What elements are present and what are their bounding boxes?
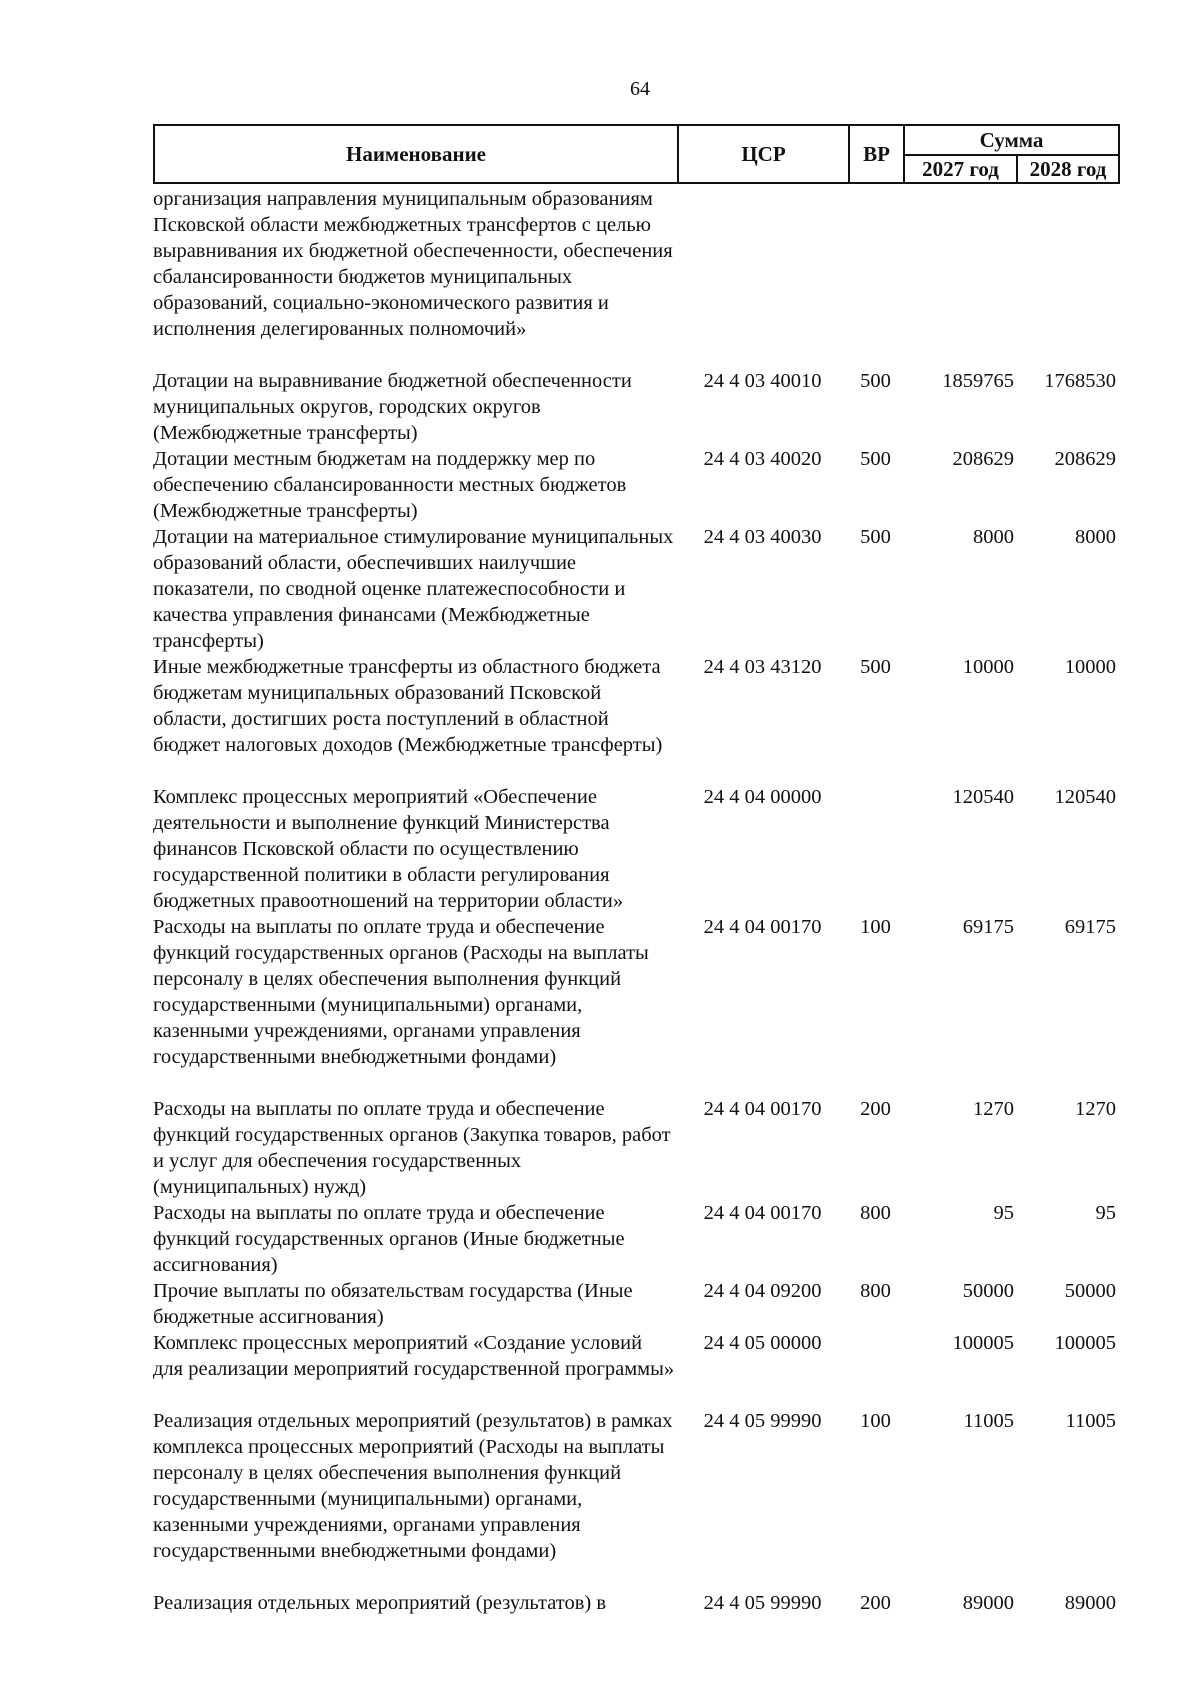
row-value-2027: 10000 [962, 656, 1014, 678]
row-csr: 24 4 04 09200 [703, 1280, 822, 1302]
row-value-2028: 11005 [1065, 1410, 1116, 1432]
row-vr: 500 [860, 526, 891, 548]
row-csr: 24 4 03 43120 [703, 656, 822, 678]
row-csr: 24 4 04 00170 [703, 1202, 822, 1224]
row-csr: 24 4 05 00000 [703, 1332, 822, 1354]
row-vr: 200 [860, 1592, 891, 1614]
row-value-2027: 50000 [962, 1280, 1014, 1302]
row-vr: 500 [860, 656, 891, 678]
row-name: Расходы на выплаты по оплате труда и обеспечение функций государственных органов (Закупка товаров, работ и услуг для обеспечения государственных (муниципальных) нужд) [153, 1098, 671, 1198]
header-year-2027: 2027 год [905, 156, 1018, 182]
row-value-2028: 100005 [1054, 1332, 1116, 1354]
row-value-2027: 8000 [973, 526, 1014, 548]
table-header [153, 124, 1120, 184]
row-value-2028: 10000 [1064, 656, 1116, 678]
row-csr: 24 4 04 00000 [703, 786, 822, 808]
row-name: Иные межбюджетные трансферты из областного бюджета бюджетам муниципальных образований Псковской области, достигших роста поступлений в областной бюджет налоговых доходов (Межбюджетные трансферты) [153, 656, 663, 756]
row-name: Реализация отдельных мероприятий (результатов) в рамках комплекса процессных мероприятий (Расходы на выплаты персоналу в целях обеспечения выполнения функций государственными (муниципальными) органами, казенными учреждениями, органами управления государственными внебюджетными фондами) [153, 1410, 673, 1562]
row-value-2028: 8000 [1075, 526, 1116, 548]
header-name: Наименование [155, 126, 679, 182]
row-value-2028: 1768530 [1044, 370, 1116, 392]
row-name: Дотации на выравнивание бюджетной обеспеченности муниципальных округов, городских округов (Межбюджетные трансферты) [153, 370, 632, 444]
row-value-2027: 89000 [962, 1592, 1014, 1614]
table-row [153, 446, 1120, 524]
header-year-2028: 2028 год [1029, 156, 1107, 181]
row-value-2027: 100005 [952, 1332, 1014, 1354]
table-row [153, 784, 1120, 914]
row-vr: 100 [860, 916, 891, 938]
row-value-2028: 208629 [1054, 448, 1116, 470]
header-csr: ЦСР [679, 126, 850, 182]
row-name: Реализация отдельных мероприятий (результатов) в [153, 1592, 607, 1614]
page-number: 64 [630, 78, 650, 100]
row-name: Дотации местным бюджетам на поддержку мер по обеспечению сбалансированности местных бюджетов (Межбюджетные трансферты) [153, 448, 627, 522]
row-csr: 24 4 03 40010 [703, 370, 822, 392]
row-name: Комплекс процессных мероприятий «Создание условий для реализации мероприятий государственной программы» [153, 1332, 675, 1380]
row-csr: 24 4 05 99990 [703, 1592, 822, 1614]
row-csr: 24 4 04 00170 [703, 916, 822, 938]
row-name: организация направления муниципальным образованиям Псковской области межбюджетных трансфертов с целью выравнивания их бюджетной обеспеченности, обеспечения сбалансированности бюджетов муниципальных образований, социально-экономического развития и исполнения делегированных полномочий» [153, 188, 673, 340]
row-vr: 800 [860, 1202, 891, 1224]
table-row [153, 1200, 1120, 1278]
row-vr: 500 [860, 370, 891, 392]
table-row [153, 1590, 1120, 1616]
row-value-2027: 120540 [952, 786, 1014, 808]
table-row [153, 524, 1120, 654]
row-name: Расходы на выплаты по оплате труда и обеспечение функций государственных органов (Иные бюджетные ассигнования) [153, 1202, 625, 1276]
row-vr: 200 [860, 1098, 891, 1120]
table-row [153, 1408, 1120, 1590]
row-vr: 800 [860, 1280, 891, 1302]
row-value-2027: 95 [993, 1202, 1014, 1224]
row-vr: 100 [860, 1410, 891, 1432]
row-csr: 24 4 05 99990 [703, 1410, 822, 1432]
table-row [153, 1330, 1120, 1408]
header-vr: ВР [850, 126, 905, 182]
row-name: Дотации на материальное стимулирование муниципальных образований области, обеспечивших наилучшие показатели, по сводной оценке платежеспособности и качества управления финансами (Межбюджетные трансферты) [153, 526, 674, 652]
table-row [153, 1096, 1120, 1200]
row-value-2028: 95 [1095, 1202, 1116, 1224]
header-sum: Сумма [905, 126, 1118, 156]
row-value-2027: 1859765 [942, 370, 1014, 392]
row-value-2027: 208629 [952, 448, 1014, 470]
row-value-2028: 69175 [1064, 916, 1116, 938]
table-row [153, 186, 1120, 368]
row-csr: 24 4 03 40020 [703, 448, 822, 470]
table-row [153, 654, 1120, 784]
table-row [153, 914, 1120, 1096]
row-csr: 24 4 04 00170 [703, 1098, 822, 1120]
row-value-2027: 69175 [962, 916, 1014, 938]
row-value-2027: 1270 [973, 1098, 1014, 1120]
row-name: Расходы на выплаты по оплате труда и обеспечение функций государственных органов (Расходы на выплаты персоналу в целях обеспечения выполнения функций государственными (муниципальными) органами, казенными учреждениями, органами управления государственными внебюджетными фондами) [153, 916, 649, 1068]
row-value-2027: 11005 [963, 1410, 1014, 1432]
row-value-2028: 89000 [1064, 1592, 1116, 1614]
table-row [153, 1278, 1120, 1330]
row-csr: 24 4 03 40030 [703, 526, 822, 548]
row-value-2028: 50000 [1064, 1280, 1116, 1302]
table-body [153, 186, 1120, 1616]
row-value-2028: 120540 [1054, 786, 1116, 808]
row-vr: 500 [860, 448, 891, 470]
row-value-2028: 1270 [1075, 1098, 1116, 1120]
table-row [153, 368, 1120, 446]
row-name: Прочие выплаты по обязательствам государства (Иные бюджетные ассигнования) [153, 1280, 633, 1328]
row-name: Комплекс процессных мероприятий «Обеспечение деятельности и выполнение функций Министерства финансов Псковской области по осуществлению государственной политики в области регулирования бюджетных правоотношений на территории области» [153, 786, 624, 912]
